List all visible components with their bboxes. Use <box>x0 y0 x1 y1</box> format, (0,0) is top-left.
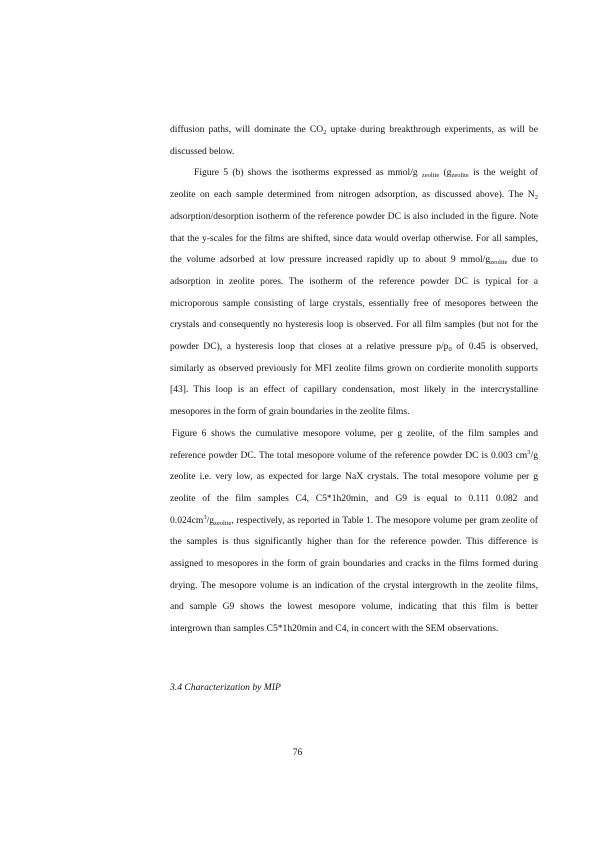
text-run: of 0.45 is observed, similarly as observed previously for MFI zeolite films grown on cordierite monolith supports [43]. This loop is an effect of capillary condensation, most likely in the intercrystalline mesopores in the form of grain boundaries in the zeolite films. <box>170 341 538 418</box>
superscript: 3 <box>203 513 207 521</box>
subscript: 2 <box>323 129 327 136</box>
body-text <box>170 119 538 640</box>
text-run: diffusion paths, will dominate the CO <box>170 124 324 135</box>
section-heading: 3.4 Characterization by MIP <box>170 682 281 693</box>
text-run: /g <box>206 514 215 526</box>
subscript: zeolite <box>421 172 440 180</box>
subscript: zeolite <box>214 519 232 527</box>
text-run: Figure 6 shows the cumulative mesopore volume, per g zeolite, of the film samples and reference powder DC. The total mesopore volume of the reference powder DC is 0.003 cm <box>170 427 538 461</box>
subscript: zeolite <box>490 259 508 267</box>
text-run: uptake during breakthrough experiments, as will be discussed below. <box>170 124 538 157</box>
paragraph-1 <box>170 119 538 162</box>
text-run: /g zeolite i.e. very low, as expected for large NaX crystals. The total mesopore volume per g zeolite of the film samples C4, C5*1h20min, and G9 is equal to 0.111 0.082 and 0.024cm <box>170 449 538 526</box>
text-run: , respectively, as reported in Table 1. The mesopore volume per gram zeolite of the samples is thus significantly higher than for the reference powder. This difference is assigned to mesopores in the form of grain boundaries and cracks in the films formed during drying. The mesopore volume is an indication of the crystal intergrowth in the zeolite films, and sample G9 shows the lowest mesopore volume, indicating that this film is better intergrown than samples C5*1h20min and C4, in concert with the SEM observations. <box>170 514 538 635</box>
page-number: 76 <box>292 747 303 758</box>
text-run: Figure 5 (b) shows the isotherms expressed as mmol/g <box>194 167 422 179</box>
superscript: 3 <box>527 448 531 456</box>
text-run: (g <box>439 167 452 179</box>
subscript: 0 <box>448 346 452 354</box>
paragraph-3 <box>170 423 538 640</box>
text-run: due to adsorption in zeolite pores. The isotherm of the reference powder DC is typical for a microporous sample consisting of large crystals, essentially free of mesopores between the crystals and consequently no hysteresis loop is observed. For all film samples (but not for the powder DC), a hysteresis loop that closes at a relative pressure p/p <box>170 254 538 353</box>
subscript: zeolite <box>451 172 469 180</box>
text-run: is the weight of zeolite on each sample determined from nitrogen adsorption, as discussed above). The N <box>170 167 538 201</box>
text-run: adsorption/desorption isotherm of the reference powder DC is also included in the figure. Note that the y-scales for the films are shifted, since data would overlap otherwise. For all samples, the volume adsorbed at low pressure increased rapidly up to about 9 mmol/g <box>170 210 538 266</box>
subscript: 2 <box>534 194 538 202</box>
paragraph-2 <box>170 162 538 422</box>
